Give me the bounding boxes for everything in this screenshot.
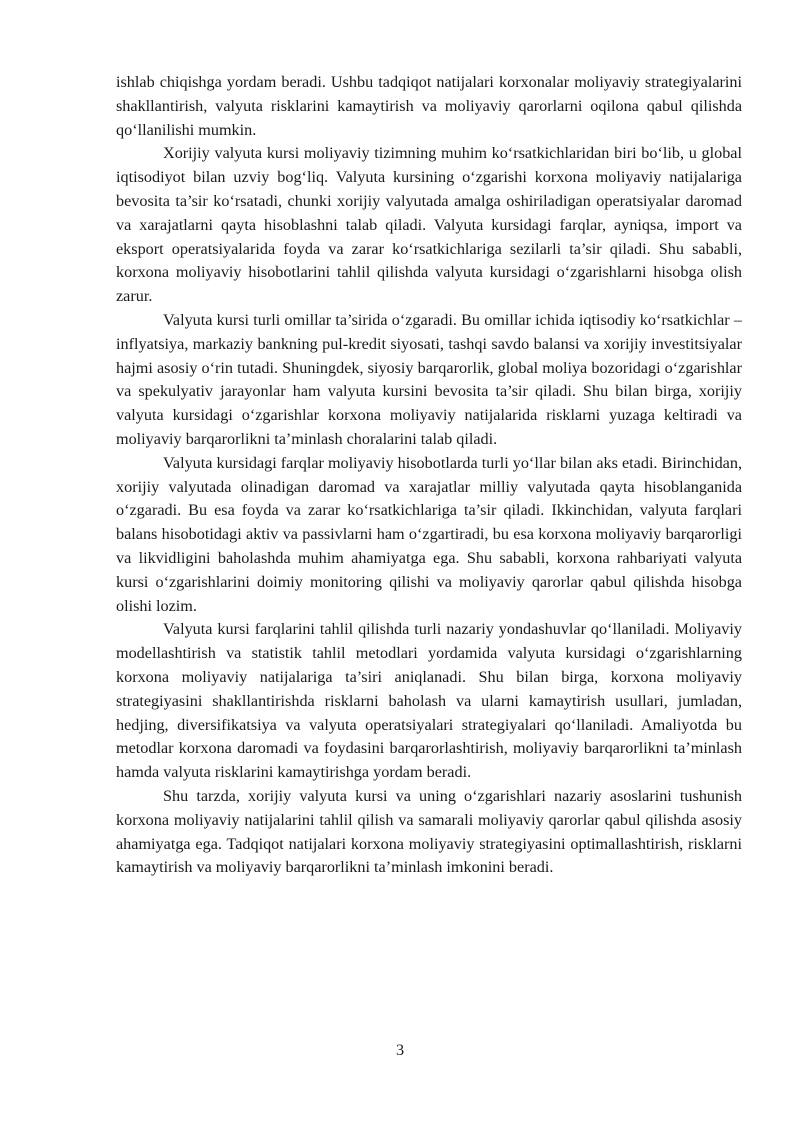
paragraph: Xorijiy valyuta kursi moliyaviy tizimning muhim ko‘rsatkichlaridan biri bo‘lib, u global iqtisodiyot bilan uzviy bog‘liq. Valyuta kursining o‘zgarishi korxona moliyaviy natijalariga bevosita ta’sir ko‘rsatadi, chunki xorijiy valyutada amalga oshiriladigan operatsiyalar daromad va xarajatlarni qayta hisoblashni talab qiladi. Valyuta kursidagi farqlar, ayniqsa, import va eksport operatsiyalarida foyda va zarar ko‘rsatkichlariga sezilarli ta’sir qiladi. Shu sababli, korxona moliyaviy hisobotlarini tahlil qilishda valyuta kursidagi o‘zgarishlarni hisobga olish zarur. <box>116 144 742 306</box>
page-number: 3 <box>395 1041 405 1059</box>
paragraph: Valyuta kursidagi farqlar moliyaviy hisobotlarda turli yo‘llar bilan aks etadi. Birinchidan, xorijiy valyutada olinadigan daromad va xarajatlar milliy valyutada qayta hisoblanganida o‘zgaradi. Bu esa foyda va zarar ko‘rsatkichlariga ta’sir qiladi. Ikkinchidan, valyuta farqlari balans hisobotidagi aktiv va passivlarni ham o‘zgartiradi, bu esa korxona moliyaviy barqarorligi va likvidligini baholashda muhim ahamiyatga ega. Shu sababli, korxona rahbariyati valyuta kursi o‘zgarishlarini doimiy monitoring qilishi va moliyaviy qarorlar qabul qilishda hisobga olishi lozim. <box>116 453 743 615</box>
paragraph: Shu tarzda, xorijiy valyuta kursi va uning o‘zgarishlari nazariy asoslarini tushunish korxona moliyaviy natijalarini tahlil qilish va samarali moliyaviy qarorlar qabul qilishda asosiy ahamiyatga ega. Tadqiqot natijalari korxona moliyaviy strategiyasini optimallashtirish, risklarni kamaytirish va moliyaviy barqarorlikni ta’minlash imkonini beradi. <box>116 786 742 877</box>
paragraph-continuation: ishlab chiqishga yordam beradi. Ushbu tadqiqot natijalari korxonalar moliyaviy strategiyalarini shakllantirish, valyuta risklarini kamaytirish va moliyaviy qarorlarni oqilona qabul qilishda qo‘llanilishi mumkin. <box>116 73 742 139</box>
paragraph: Valyuta kursi turli omillar ta’sirida o‘zgaradi. Bu omillar ichida iqtisodiy ko‘rsatkichlar – inflyatsiya, markaziy bankning pul-kredit siyosati, tashqi savdo balansi va xorijiy investitsiyalar hajmi asosiy o‘rin tutadi. Shuningdek, siyosiy barqarorlik, global moliya bozoridagi o‘zgarishlar va spekulyativ jarayonlar ham valyuta kursini bevosita ta’sir qiladi. Shu bilan birga, xorijiy valyuta kursidagi o‘zgarishlar korxona moliyaviy natijalarida risklarni yuzaga keltiradi va moliyaviy barqarorlikni ta’minlash choralarini talab qiladi. <box>116 310 742 448</box>
paragraph: Valyuta kursi farqlarini tahlil qilishda turli nazariy yondashuvlar qo‘llaniladi. Moliyaviy modellashtirish va statistik tahlil metodlari yordamida valyuta kursidagi o‘zgarishlarning korxona moliyaviy natijalariga ta’siri aniqlanadi. Shu bilan birga, korxona moliyaviy strategiyasini shakllantirishda risklarni baholash va ularni kamaytirish usullari, jumladan, hedjing, diversifikatsiya va valyuta operatsiyalari strategiyalari qo‘llaniladi. Amaliyotda bu metodlar korxona daromadi va foydasini barqarorlashtirish, moliyaviy barqarorlikni ta’minlash hamda valyuta risklarini kamaytirishga yordam beradi. <box>116 620 742 782</box>
document-page <box>116 71 742 880</box>
